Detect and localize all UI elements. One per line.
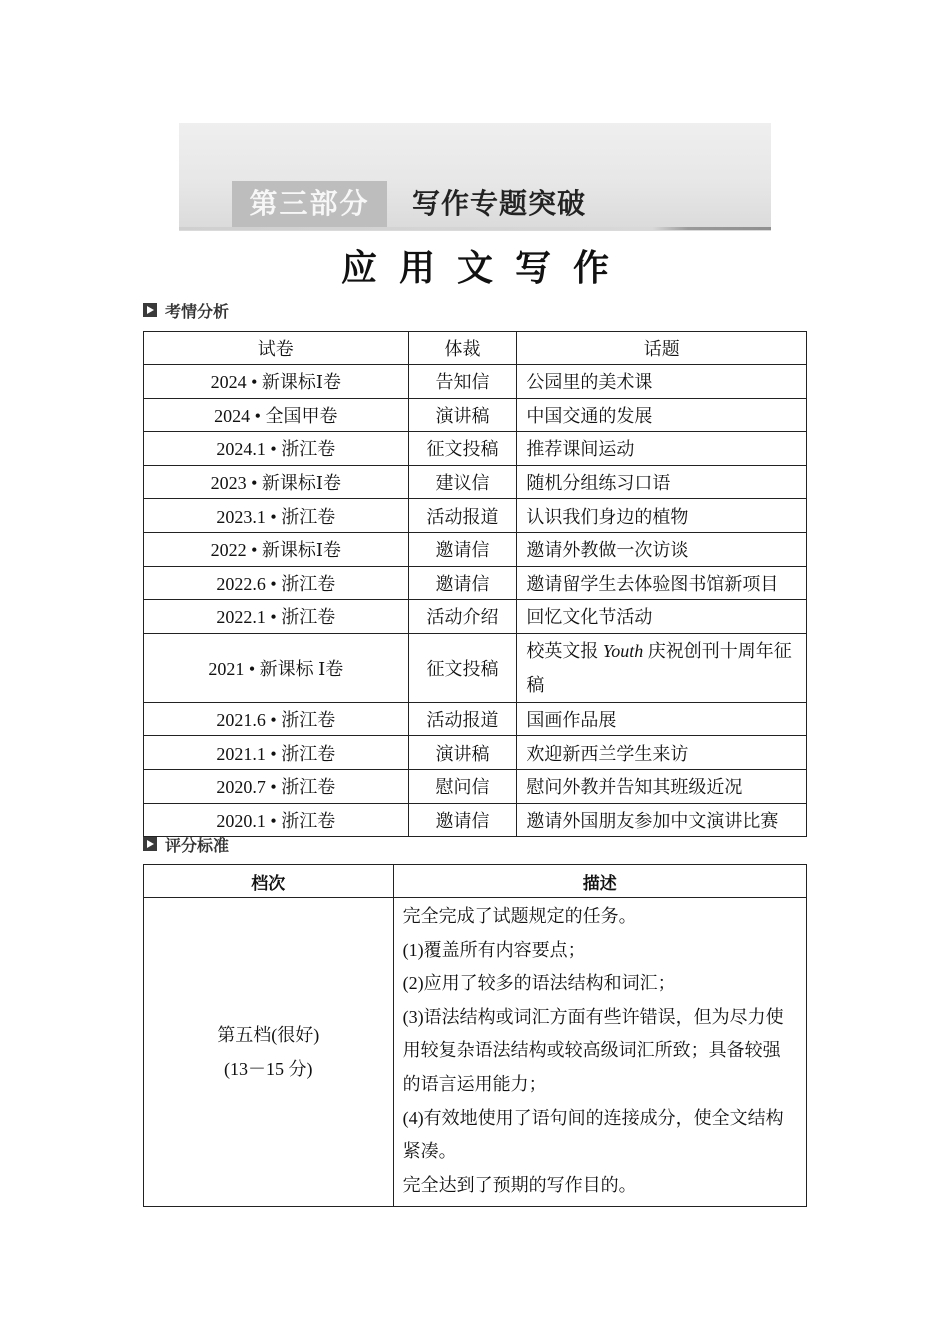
level-name: 第五档(很好) xyxy=(217,1025,320,1046)
genre-cell: 邀请信 xyxy=(408,566,517,600)
genre-cell: 征文投稿 xyxy=(408,432,517,466)
table-row xyxy=(144,600,807,634)
topic-cell: 邀请外国朋友参加中文演讲比赛 xyxy=(517,803,807,837)
section-title: 评分标准 xyxy=(165,835,230,855)
column-header: 档次 xyxy=(144,865,394,898)
genre-cell: 活动介绍 xyxy=(408,600,517,634)
topic-cell: 认识我们身边的植物 xyxy=(517,499,807,533)
topic-cell: 回忆文化节活动 xyxy=(517,600,807,634)
description-line: (2)应用了较多的语法结构和词汇； xyxy=(402,973,676,994)
table-row xyxy=(144,532,807,566)
genre-cell: 征文投稿 xyxy=(408,633,517,702)
topic-cell: 邀请留学生去体验图书馆新项目 xyxy=(517,566,807,600)
paper-cell: 2021.6 • 浙江卷 xyxy=(144,702,409,736)
paper-cell: 2024 • 全国甲卷 xyxy=(144,398,409,432)
section-heading-scoring xyxy=(143,833,229,855)
table-row xyxy=(144,769,807,803)
topic-cell: 慰问外教并告知其班级近况 xyxy=(517,769,807,803)
section-heading-analysis xyxy=(143,299,229,321)
topic-cell: 欢迎新西兰学生来访 xyxy=(517,736,807,770)
column-header: 试卷 xyxy=(144,332,409,365)
table-row xyxy=(144,365,807,399)
description-line: 完全完成了试题规定的任务。 xyxy=(402,906,637,926)
table-row xyxy=(144,566,807,600)
genre-cell: 邀请信 xyxy=(408,532,517,566)
level-cell xyxy=(144,898,394,1207)
table-row xyxy=(144,898,807,1207)
genre-cell: 告知信 xyxy=(408,365,517,399)
genre-cell: 演讲稿 xyxy=(408,398,517,432)
paper-cell: 2021 • 新课标 Ⅰ卷 xyxy=(144,633,409,702)
paper-cell: 2022.1 • 浙江卷 xyxy=(144,600,409,634)
description-cell xyxy=(393,898,806,1207)
column-header: 体裁 xyxy=(408,332,517,365)
topic-cell: 推荐课间运动 xyxy=(517,432,807,466)
part-title: 写作专题突破 xyxy=(412,187,587,220)
paper-cell: 2020.1 • 浙江卷 xyxy=(144,803,409,837)
part-label: 第三部分 xyxy=(232,181,387,227)
column-header: 话题 xyxy=(517,332,807,365)
column-header: 描述 xyxy=(393,865,806,898)
table-row xyxy=(144,398,807,432)
description-line: (3)语法结构或词汇方面有些许错误，但为尽力使用较复杂语法结构或较高级词汇所致；具备较强的语言运用能力； xyxy=(402,1006,784,1094)
score-range: (13－15 分) xyxy=(224,1059,313,1080)
play-icon xyxy=(143,303,157,317)
topic-cell: 国画作品展 xyxy=(517,702,807,736)
section-title: 考情分析 xyxy=(165,301,230,321)
paper-cell: 2022.6 • 浙江卷 xyxy=(144,566,409,600)
play-icon xyxy=(143,837,157,851)
topic-text: 庆祝创刊十周年征稿 xyxy=(526,640,792,695)
table-header-row xyxy=(144,865,807,898)
banner-underline xyxy=(179,227,771,230)
description-line: (1)覆盖所有内容要点； xyxy=(402,939,586,960)
table-row xyxy=(144,633,807,702)
topic-cell: 邀请外教做一次访谈 xyxy=(517,532,807,566)
description-line: 完全达到了预期的写作目的。 xyxy=(402,1174,637,1195)
table-row xyxy=(144,499,807,533)
paper-cell: 2023 • 新课标Ⅰ卷 xyxy=(144,465,409,499)
paper-cell: 2020.7 • 浙江卷 xyxy=(144,769,409,803)
paper-cell: 2024.1 • 浙江卷 xyxy=(144,432,409,466)
paper-cell: 2024 • 新课标Ⅰ卷 xyxy=(144,365,409,399)
table-row xyxy=(144,803,807,837)
genre-cell: 建议信 xyxy=(408,465,517,499)
exam-analysis-table xyxy=(143,331,807,837)
topic-cell: 中国交通的发展 xyxy=(517,398,807,432)
topic-text: 校英文报 xyxy=(526,640,603,661)
genre-cell: 活动报道 xyxy=(408,499,517,533)
table-header-row xyxy=(144,332,807,365)
description-line: (4)有效地使用了语句间的连接成分，使全文结构紧凑。 xyxy=(402,1107,784,1162)
newspaper-name: Youth xyxy=(602,640,644,661)
genre-cell: 活动报道 xyxy=(408,702,517,736)
genre-cell: 慰问信 xyxy=(408,769,517,803)
topic-cell: 公园里的美术课 xyxy=(517,365,807,399)
topic-cell xyxy=(517,633,807,702)
table-row xyxy=(144,736,807,770)
scoring-standard-table xyxy=(143,864,807,1207)
table-row xyxy=(144,432,807,466)
page-title: 应用文写作 xyxy=(340,247,631,289)
paper-cell: 2022 • 新课标Ⅰ卷 xyxy=(144,532,409,566)
paper-cell: 2023.1 • 浙江卷 xyxy=(144,499,409,533)
paper-cell: 2021.1 • 浙江卷 xyxy=(144,736,409,770)
table-row xyxy=(144,702,807,736)
topic-cell: 随机分组练习口语 xyxy=(517,465,807,499)
genre-cell: 邀请信 xyxy=(408,803,517,837)
table-row xyxy=(144,465,807,499)
genre-cell: 演讲稿 xyxy=(408,736,517,770)
